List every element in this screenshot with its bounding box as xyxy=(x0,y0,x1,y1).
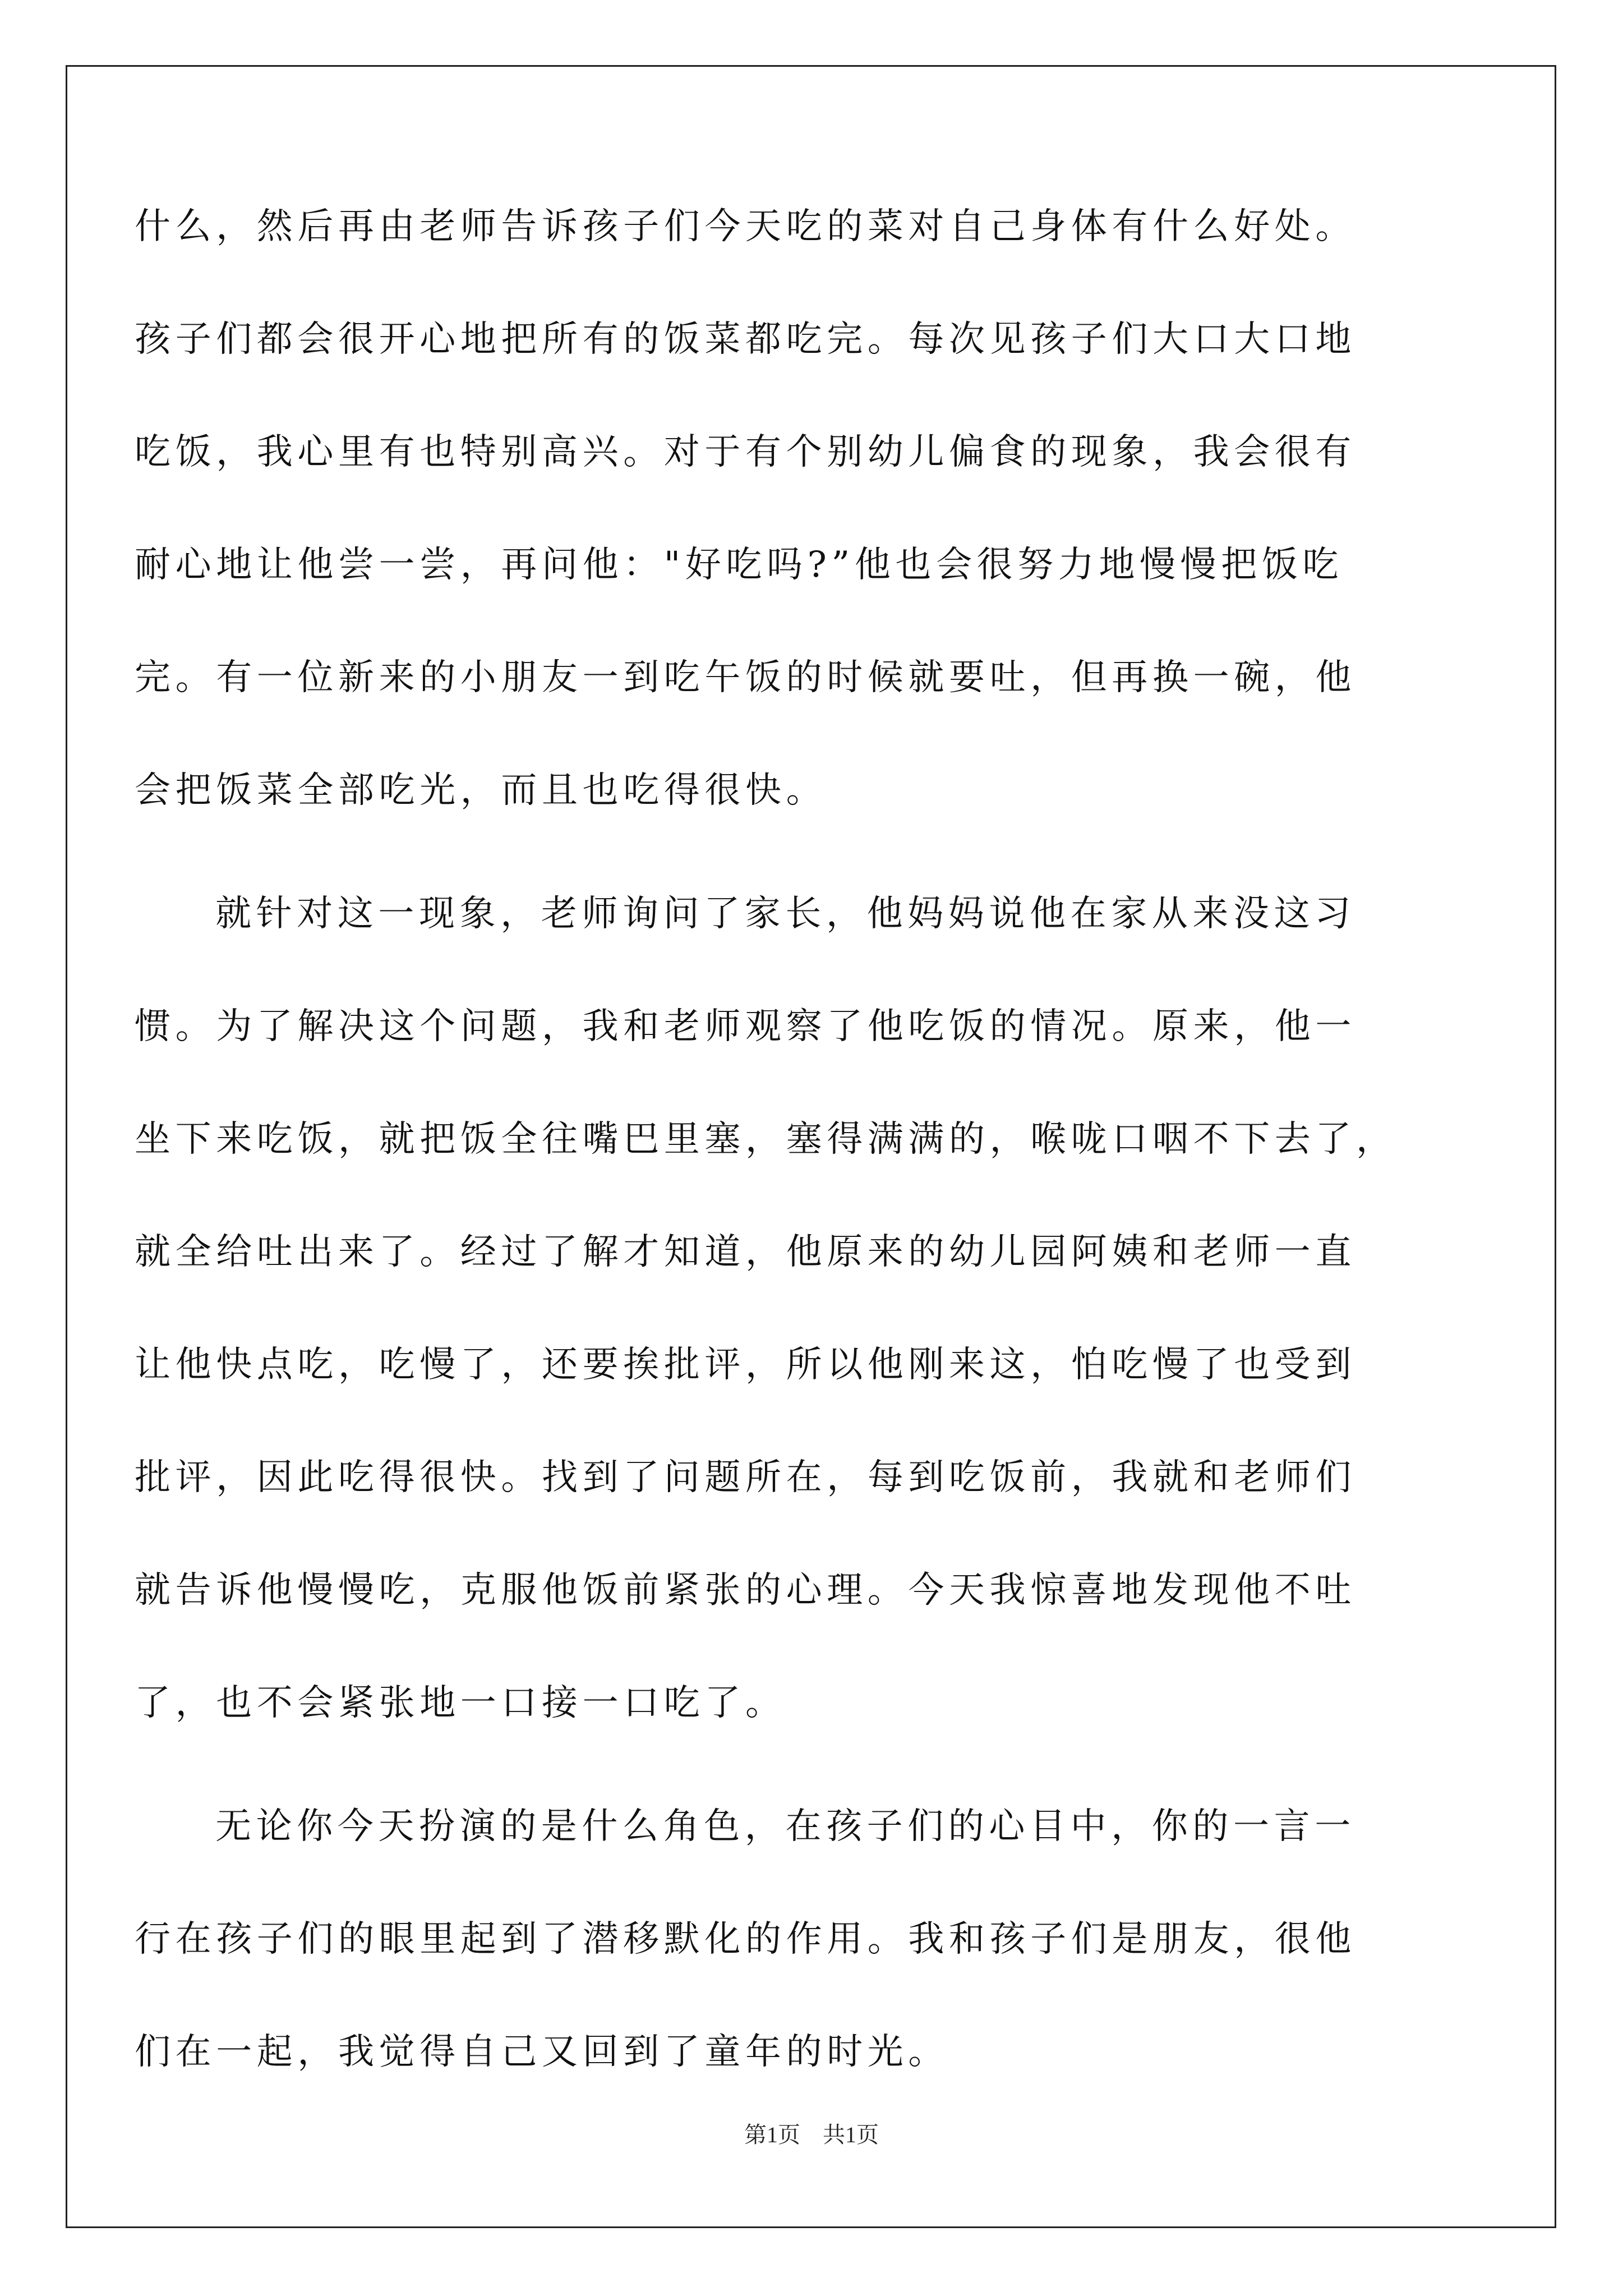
page-number-footer: 第1页 共1页 xyxy=(744,2122,879,2147)
text-line: 完。有一位新来的小朋友一到吃午饭的时候就要吐，但再换一碗，他 xyxy=(135,657,1356,698)
text-line: 行在孩子们的眼里起到了潜移默化的作用。我和孩子们是朋友，很他 xyxy=(135,1918,1356,1960)
text-line: 批评，因此吃得很快。找到了问题所在，每到吃饭前，我就和老师们 xyxy=(135,1457,1356,1498)
text-line: 耐心地让他尝一尝，再问他："好吃吗?”他也会很努力地慢慢把饭吃 xyxy=(135,544,1344,586)
text-line: 惯。为了解决这个问题，我和老师观察了他吃饭的情况。原来，他一 xyxy=(135,1006,1356,1047)
text-line: 吃饭，我心里有也特别高兴。对于有个别幼儿偏食的现象，我会很有 xyxy=(135,431,1356,473)
paragraph-first-line: 就针对这一现象，老师询问了家长，他妈妈说他在家从来没这习 xyxy=(215,893,1355,935)
text-line: 了，也不会紧张地一口接一口吃了。 xyxy=(135,1682,786,1724)
text-line: 坐下来吃饭，就把饭全往嘴巴里塞，塞得满满的，喉咙口咽不下去了， xyxy=(135,1119,1397,1160)
text-line: 们在一起，我觉得自己又回到了童年的时光。 xyxy=(135,2031,949,2073)
text-line: 什么，然后再由老师告诉孩子们今天吃的菜对自己身体有什么好处。 xyxy=(135,206,1356,247)
text-line: 孩子们都会很开心地把所有的饭菜都吃完。每次见孩子们大口大口地 xyxy=(135,319,1356,360)
text-line: 会把饭菜全部吃光，而且也吃得很快。 xyxy=(135,770,827,811)
text-line: 让他快点吃，吃慢了，还要挨批评，所以他刚来这，怕吃慢了也受到 xyxy=(135,1344,1356,1386)
text-line: 就全给吐出来了。经过了解才知道，他原来的幼儿园阿姨和老师一直 xyxy=(135,1231,1356,1273)
paragraph-first-line: 无论你今天扮演的是什么角色，在孩子们的心目中，你的一言一 xyxy=(215,1806,1355,1847)
text-line: 就告诉他慢慢吃，克服他饭前紧张的心理。今天我惊喜地发现他不吐 xyxy=(135,1570,1356,1611)
